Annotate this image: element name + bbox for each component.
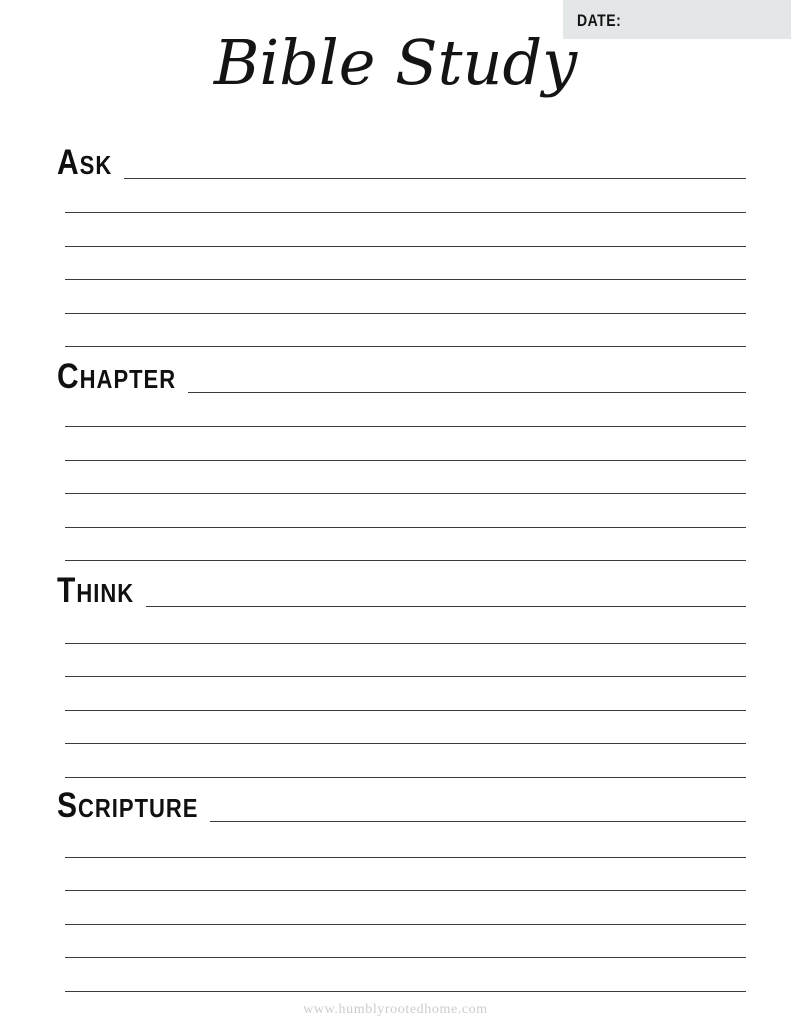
section-ask-heading-row: [57, 143, 746, 183]
writing-line: [65, 394, 746, 427]
writing-line: [65, 427, 746, 460]
section-scripture-writing-lines: [65, 825, 746, 992]
writing-line: [65, 825, 746, 858]
section-scripture-heading-line: [210, 821, 746, 822]
section-think-heading-row: [57, 571, 746, 611]
section-ask-writing-lines: [65, 180, 746, 347]
section-chapter-heading-row: [57, 357, 746, 397]
writing-line: [65, 858, 746, 891]
writing-line: [65, 461, 746, 494]
footer-website-url: www.humblyrootedhome.com: [303, 1002, 488, 1017]
section-ask-heading-line: [124, 178, 746, 179]
writing-line: [65, 611, 746, 644]
section-scripture-heading-row: [57, 786, 746, 826]
writing-line: [65, 247, 746, 280]
writing-line: [65, 528, 746, 561]
writing-line: [65, 644, 746, 677]
writing-line: [65, 677, 746, 710]
writing-line: [65, 314, 746, 347]
writing-line: [65, 744, 746, 777]
section-chapter-writing-lines: [65, 394, 746, 561]
writing-line: [65, 180, 746, 213]
section-ask-heading: ASK: [57, 143, 113, 183]
writing-line: [65, 925, 746, 958]
writing-line: [65, 494, 746, 527]
section-think-heading: THINK: [57, 571, 135, 611]
section-think-heading-line: [146, 606, 746, 607]
writing-line: [65, 213, 746, 246]
page-title: Bible Study: [213, 26, 578, 99]
section-chapter-heading-line: [188, 392, 746, 393]
writing-line: [65, 711, 746, 744]
date-label: DATE:: [577, 9, 622, 30]
section-think-writing-lines: [65, 611, 746, 778]
writing-line: [65, 891, 746, 924]
writing-line: [65, 280, 746, 313]
section-chapter-heading: CHAPTER: [57, 357, 177, 397]
section-scripture-heading: SCRIPTURE: [57, 786, 199, 826]
writing-line: [65, 958, 746, 991]
